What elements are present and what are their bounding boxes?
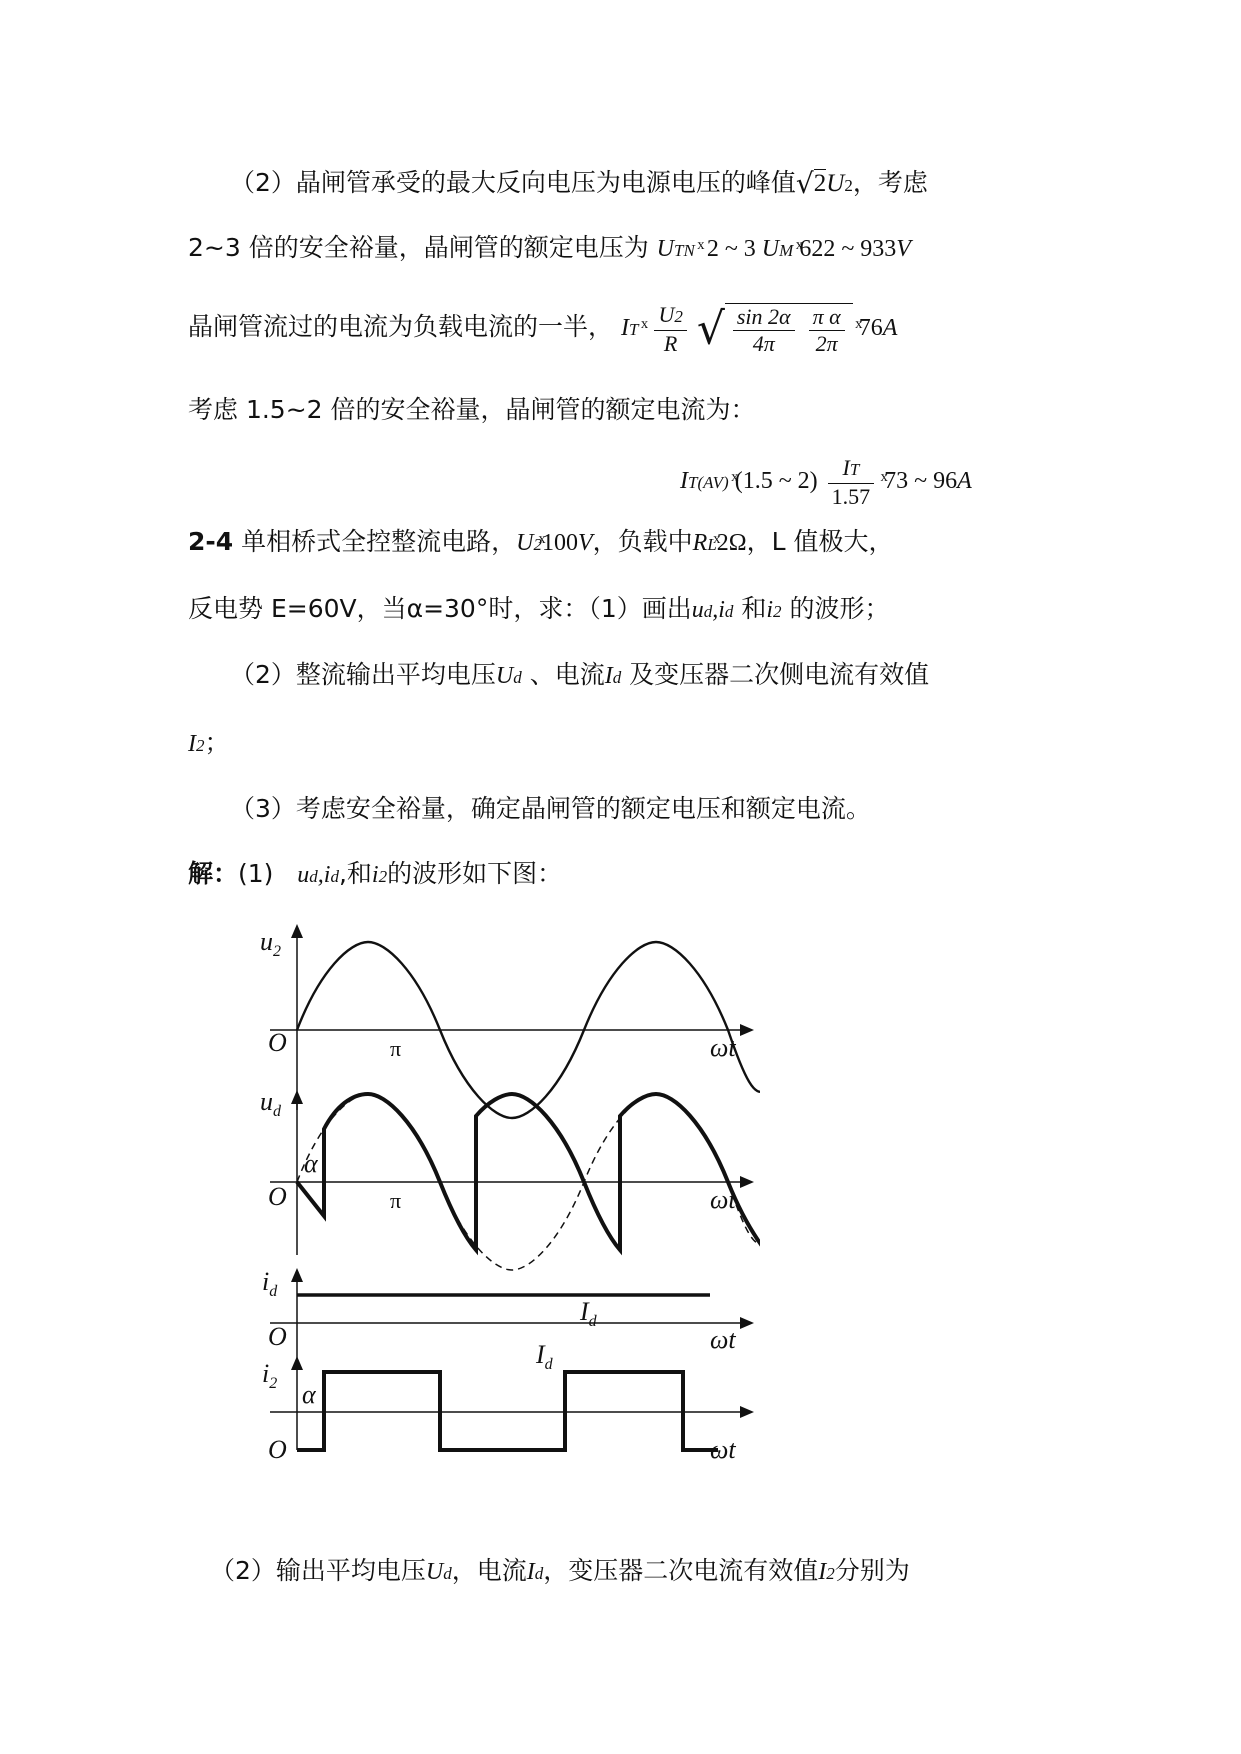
sub: 2: [826, 1564, 835, 1583]
text: 分别为: [834, 1556, 910, 1585]
para-line-2: [188, 231, 911, 268]
sub: T(AV): [688, 473, 729, 493]
label-u2: $u_2$: [260, 927, 281, 960]
sub: T: [628, 320, 639, 340]
var-U: U: [495, 663, 514, 689]
n: U: [658, 302, 675, 327]
label-alpha: α: [302, 1380, 316, 1409]
fraction: [733, 304, 795, 357]
sub: d: [443, 1564, 452, 1583]
denominator: 1.57: [831, 484, 871, 509]
ud-waveform: [297, 1094, 760, 1250]
unit: V: [577, 530, 593, 556]
numerator: [654, 302, 686, 331]
var-I: I: [680, 468, 688, 495]
sub: 2: [674, 307, 683, 326]
text: （2）输出平均电压: [210, 1556, 426, 1585]
para-line-8: [230, 658, 929, 695]
var-i: ,i: [712, 597, 725, 623]
numerator: sin 2α: [733, 304, 795, 331]
var-U: U: [425, 1559, 444, 1585]
text: 反电势 E=60V，当α=30°时，求：（1）画出: [188, 594, 692, 623]
value: ͯ100: [541, 530, 578, 556]
var-I: I: [818, 1559, 827, 1585]
label-id: $i_d$: [262, 1267, 278, 1300]
text: ，电流: [451, 1556, 527, 1585]
sub: d: [309, 867, 318, 886]
sqrt-sign: √: [795, 167, 814, 200]
sub: d: [513, 668, 522, 687]
text: 、电流: [521, 660, 605, 689]
text: 和: [733, 594, 767, 623]
part-number: (1): [238, 859, 274, 888]
unit: A: [957, 468, 972, 495]
label-Id: $I_d$: [536, 1340, 553, 1373]
sub: L: [707, 535, 717, 554]
unit: A: [882, 315, 898, 342]
sub: M: [779, 241, 794, 260]
sub: d: [612, 668, 622, 687]
para-line-5: [680, 455, 972, 510]
formula-rated-current: [680, 455, 972, 509]
var-i: ,i: [317, 862, 331, 888]
sub: d: [534, 1564, 544, 1583]
denominator: 2π: [815, 330, 838, 356]
var-I: I: [188, 731, 196, 757]
unit: V: [896, 236, 911, 262]
text: （2）整流输出平均电压: [230, 660, 496, 689]
para-line-3: [188, 302, 897, 357]
label-pi: π: [390, 1036, 402, 1061]
label-i2: $i_2$: [262, 1359, 278, 1392]
var-U: U: [761, 236, 780, 262]
para-line-7: [188, 592, 890, 629]
var-u: u: [297, 862, 310, 888]
text: ,和: [338, 859, 372, 888]
label-alpha: α: [304, 1149, 318, 1178]
label-ud: $u_d$: [260, 1087, 281, 1120]
para-line-12: [210, 1554, 910, 1591]
var-I: I: [604, 663, 613, 689]
text: ；: [204, 728, 230, 757]
text: 的波形；: [781, 594, 890, 623]
arrow-icon: [740, 1176, 754, 1188]
eq: ͯ(1.5 ~ 2): [734, 468, 818, 495]
sub: d: [724, 602, 734, 621]
text: 的波形如下图：: [387, 859, 563, 888]
problem-number: 2-4: [188, 527, 234, 556]
fraction: [809, 304, 845, 357]
label-origin: O: [268, 1435, 287, 1464]
sub: 2: [196, 736, 205, 755]
sub: TN: [674, 241, 695, 260]
text: 晶闸管流过的电流为负载电流的一半，: [188, 312, 614, 342]
para-line-10: [230, 792, 871, 826]
solution-label: 解：: [188, 859, 239, 888]
text: 考虑 1.5~2 倍的安全裕量，晶闸管的额定电流为：: [188, 395, 756, 424]
para-line-4: [188, 393, 756, 427]
label-pi: π: [390, 1188, 402, 1213]
arrow-icon: [291, 1090, 303, 1104]
label-Id: $I_d$: [580, 1297, 597, 1330]
var-u: u: [691, 597, 704, 623]
var-I: I: [620, 315, 629, 342]
text: ，负载中: [592, 527, 693, 556]
denominator: 4π: [752, 330, 775, 356]
text: （3）考虑安全裕量，确定晶闸管的额定电压和额定电流。: [230, 794, 871, 823]
sub: 2: [533, 535, 542, 554]
radicand: [725, 303, 853, 357]
text: 单相桥式全控整流电路，: [233, 527, 517, 556]
fraction: [654, 302, 686, 357]
arrow-icon: [291, 1356, 303, 1370]
denominator: R: [663, 331, 678, 356]
waveform-figure: [240, 920, 760, 1480]
para-line-11: [188, 857, 562, 894]
var-R: R: [692, 530, 708, 556]
text: ，L 值极大，: [746, 527, 894, 556]
sub: 2: [773, 602, 782, 621]
sub: d: [330, 867, 339, 886]
arrow-icon: [740, 1024, 754, 1036]
sub: T: [849, 460, 860, 479]
label-origin: O: [268, 1322, 287, 1351]
para-line-9: [188, 726, 230, 763]
fraction: [828, 455, 875, 510]
var-i: i: [766, 597, 774, 623]
var-I: I: [526, 1559, 535, 1585]
label-wt: ωt: [710, 1325, 736, 1354]
text: （2）晶闸管承受的最大反向电压为电源电压的峰值: [230, 168, 796, 197]
sub: 2: [844, 176, 853, 195]
sqrt-value: 2: [813, 170, 827, 197]
label-wt: ωt: [710, 1185, 736, 1214]
var-U: U: [826, 170, 845, 197]
para-line-1: [230, 166, 928, 203]
result: ͯ73 ~ 96: [884, 468, 958, 495]
eq: ͯ 2 ~ 3: [700, 236, 756, 262]
result: ͯ622 ~ 933: [799, 236, 897, 262]
var-U: U: [656, 236, 675, 262]
n: I: [842, 455, 850, 480]
para-line-6: [188, 525, 894, 562]
text: ，变压器二次电流有效值: [543, 1556, 819, 1585]
arrow-icon: [740, 1317, 754, 1329]
label-origin: O: [268, 1028, 287, 1057]
arrow-icon: [291, 924, 303, 938]
arrow-icon: [291, 1268, 303, 1282]
sub: d: [703, 602, 713, 621]
text: 及变压器二次侧电流有效值: [621, 660, 930, 689]
label-origin: O: [268, 1182, 287, 1211]
formula-rated-voltage: [657, 236, 911, 262]
radical-sign: √: [696, 303, 725, 355]
i2-waveform: [297, 1372, 718, 1450]
label-wt: ωt: [710, 1033, 736, 1062]
numerator: [828, 455, 875, 484]
numerator: π α: [809, 304, 845, 331]
sub: 2: [378, 867, 388, 886]
arrow-icon: [740, 1406, 754, 1418]
value: ͯ2Ω: [716, 530, 747, 556]
result: ͯ76: [858, 315, 883, 342]
label-wt: ωt: [710, 1435, 736, 1464]
text: 2~3 倍的安全裕量，晶闸管的额定电压为: [188, 233, 649, 262]
var-U: U: [516, 530, 534, 556]
text: ，考虑: [852, 168, 928, 197]
var-i: i: [371, 862, 379, 888]
